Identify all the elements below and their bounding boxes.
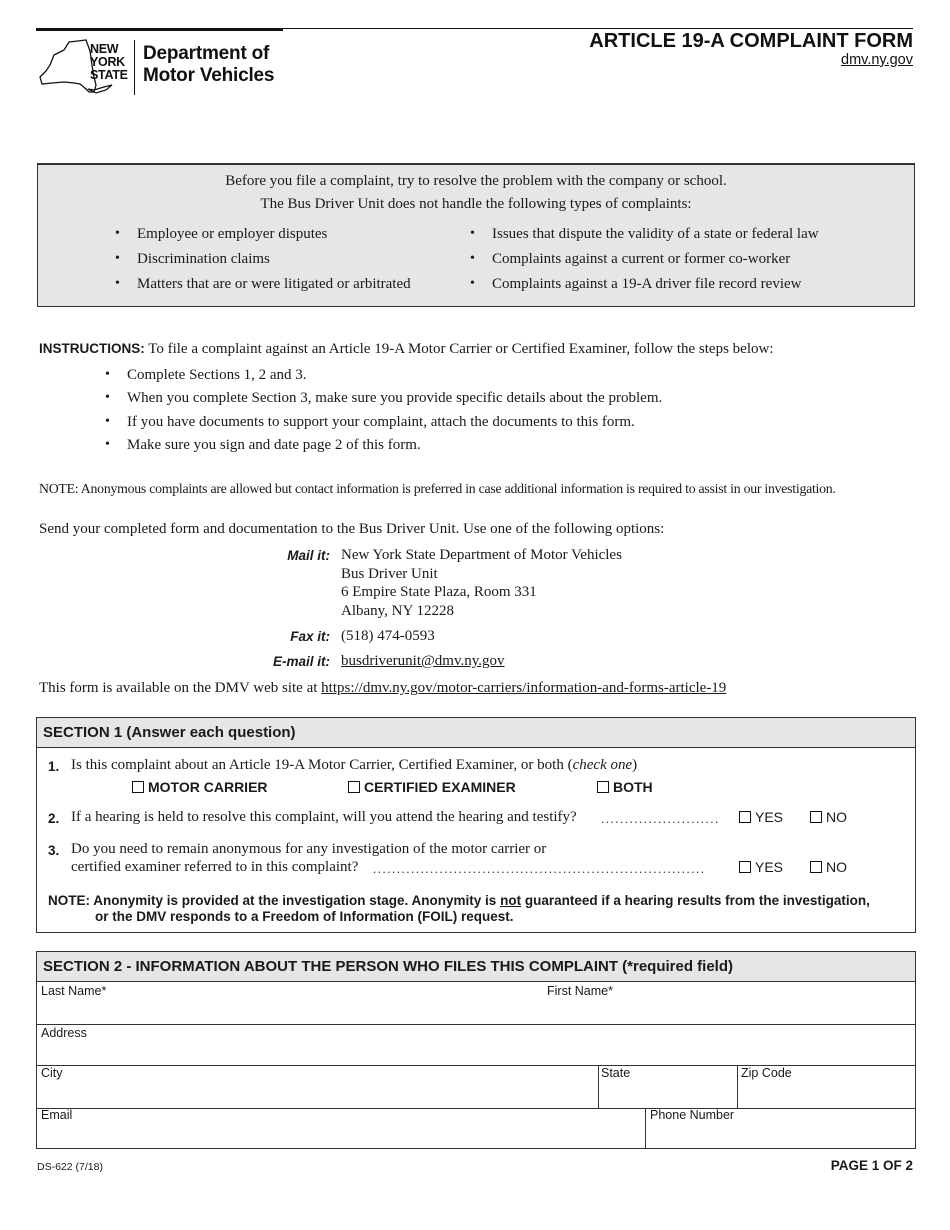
city-label: City xyxy=(41,1066,63,1080)
question-number: 1. xyxy=(48,759,60,774)
mail-address-line: Bus Driver Unit xyxy=(341,566,438,582)
checkbox-box xyxy=(810,811,822,823)
checkbox-label: YES xyxy=(755,809,784,825)
checkbox-box xyxy=(739,861,751,873)
state-field[interactable] xyxy=(599,1066,737,1108)
first-name-field[interactable] xyxy=(547,982,915,1024)
info-line-1: Before you file a complaint, try to resolve the problem with the company or school. xyxy=(225,173,727,189)
logo-state-line: NEW xyxy=(90,42,119,56)
mail-address-line: New York State Department of Motor Vehicles xyxy=(341,547,622,563)
availability-text: This form is available on the DMV web site at xyxy=(39,680,318,696)
logo-dept-line: Motor Vehicles xyxy=(143,65,275,86)
question-1-hint: check one xyxy=(572,757,633,773)
mail-address-line: 6 Empire State Plaza, Room 331 xyxy=(341,584,537,600)
checkbox-box xyxy=(597,781,609,793)
fax-label: Fax it: xyxy=(290,629,330,644)
leader-dots: ...................................................................... xyxy=(373,861,706,876)
checkbox-box xyxy=(810,861,822,873)
q2-yes-checkbox[interactable] xyxy=(739,809,783,825)
logo-state-line: STATE xyxy=(90,68,128,82)
address-field[interactable] xyxy=(37,1025,915,1065)
last-name-field[interactable] xyxy=(37,982,547,1024)
excluded-item: • Issues that dispute the validity of a state or federal law xyxy=(492,226,819,243)
checkbox-label: NO xyxy=(826,809,847,825)
logo-divider xyxy=(134,40,135,95)
question-1-text xyxy=(71,757,637,774)
zip-label: Zip Code xyxy=(741,1066,792,1080)
excluded-item: • Matters that are or were litigated or arbitrated xyxy=(137,276,411,293)
q3-no-checkbox[interactable] xyxy=(810,859,847,875)
instruction-step: • When you complete Section 3, make sure you provide specific details about the problem. xyxy=(127,390,662,407)
q2-no-checkbox[interactable] xyxy=(810,809,847,825)
excluded-item: • Complaints against a current or former co-worker xyxy=(492,251,790,268)
anonymity-note-not: not xyxy=(500,893,522,908)
question-2-text: If a hearing is held to resolve this complaint, will you attend the hearing and testify? xyxy=(71,809,577,825)
instructions-text: To file a complaint against an Article 19-A Motor Carrier or Certified Examiner, follow the steps below: xyxy=(148,341,774,357)
form-title: ARTICLE 19-A COMPLAINT FORM xyxy=(589,30,913,52)
question-number: 3. xyxy=(48,843,60,858)
first-name-label: First Name* xyxy=(547,984,613,998)
both-checkbox[interactable] xyxy=(597,779,653,795)
form-id: DS-622 (7/18) xyxy=(37,1161,103,1173)
section-1 xyxy=(36,717,916,933)
question-1-main: Is this complaint about an Article 19-A Motor Carrier, Certified Examiner, or both ( xyxy=(71,757,573,773)
excluded-item: • Employee or employer disputes xyxy=(137,226,327,243)
instruction-step: • If you have documents to support your complaint, attach the documents to this form. xyxy=(127,414,635,431)
logo-department-name xyxy=(143,43,274,87)
email-field[interactable] xyxy=(37,1109,645,1149)
checkbox-box xyxy=(348,781,360,793)
website-link[interactable]: dmv.ny.gov xyxy=(841,52,913,68)
header-rule-thick xyxy=(36,28,283,31)
mail-address-line: Albany, NY 12228 xyxy=(341,603,455,619)
send-instructions: Send your completed form and documentation to the Bus Driver Unit. Use one of the following options: xyxy=(39,521,665,537)
info-line-2: The Bus Driver Unit does not handle the following types of complaints: xyxy=(260,196,692,212)
section-1-title: SECTION 1 (Answer each question) xyxy=(37,718,915,748)
info-box xyxy=(37,163,915,307)
zip-field[interactable] xyxy=(738,1066,915,1108)
email-label: E-mail it: xyxy=(272,654,330,669)
excluded-item: • Discrimination claims xyxy=(137,251,270,268)
checkbox-box xyxy=(132,781,144,793)
question-number: 2. xyxy=(48,811,60,826)
logo-state-text xyxy=(90,43,128,82)
leader-dots: ......................... xyxy=(601,811,720,826)
anonymity-note xyxy=(48,893,870,908)
certified-examiner-checkbox[interactable] xyxy=(348,779,516,795)
checkbox-box xyxy=(739,811,751,823)
instruction-step: • Make sure you sign and date page 2 of this form. xyxy=(127,437,421,454)
email-link[interactable]: busdriverunit@dmv.ny.gov xyxy=(341,653,505,669)
email-field-label: Email xyxy=(41,1108,73,1122)
section-2 xyxy=(36,951,916,1149)
header-rule-thin xyxy=(283,28,913,29)
anonymous-note: NOTE: Anonymous complaints are allowed but contact information is preferred in case additional information is required to assist in our investigation. xyxy=(39,481,836,496)
address-label: Address xyxy=(41,1026,87,1040)
checkbox-label: MOTOR CARRIER xyxy=(148,779,268,795)
checkbox-label: BOTH xyxy=(613,779,653,795)
anonymity-note-post: guaranteed if a hearing results from the investigation, xyxy=(521,893,870,908)
checkbox-label: NO xyxy=(826,859,847,875)
anonymity-note-line-2: or the DMV responds to a Freedom of Information (FOIL) request. xyxy=(95,909,514,924)
q3-yes-checkbox[interactable] xyxy=(739,859,783,875)
page-number: PAGE 1 OF 2 xyxy=(830,1158,913,1173)
question-1-close: ) xyxy=(632,757,638,773)
availability-link[interactable]: https://dmv.ny.gov/motor-carriers/information-and-forms-article-19 xyxy=(321,680,727,696)
availability-line xyxy=(39,680,726,697)
instructions-line xyxy=(39,341,774,358)
fax-number: (518) 474-0593 xyxy=(341,628,435,644)
instruction-step: • Complete Sections 1, 2 and 3. xyxy=(127,367,307,384)
phone-field[interactable] xyxy=(646,1109,915,1149)
anonymity-note-pre: NOTE: Anonymity is provided at the investigation stage. Anonymity is xyxy=(48,893,501,908)
logo-state-line: YORK xyxy=(90,55,125,69)
phone-label: Phone Number xyxy=(650,1108,735,1122)
logo-dept-line: Department of xyxy=(143,43,270,64)
last-name-label: Last Name* xyxy=(41,984,107,998)
state-label: State xyxy=(601,1066,631,1080)
section-2-title: SECTION 2 - INFORMATION ABOUT THE PERSON WHO FILES THIS COMPLAINT (*required field) xyxy=(37,952,915,982)
checkbox-label: CERTIFIED EXAMINER xyxy=(364,779,516,795)
motor-carrier-checkbox[interactable] xyxy=(132,779,268,795)
instructions-label: INSTRUCTIONS: xyxy=(39,341,145,356)
question-3-line-1: Do you need to remain anonymous for any investigation of the motor carrier or xyxy=(71,841,547,857)
excluded-item: • Complaints against a 19-A driver file record review xyxy=(492,276,802,293)
checkbox-label: YES xyxy=(755,859,784,875)
city-field[interactable] xyxy=(37,1066,598,1108)
question-3-line-2: certified examiner referred to in this complaint? xyxy=(71,859,359,875)
mail-label: Mail it: xyxy=(287,548,330,563)
